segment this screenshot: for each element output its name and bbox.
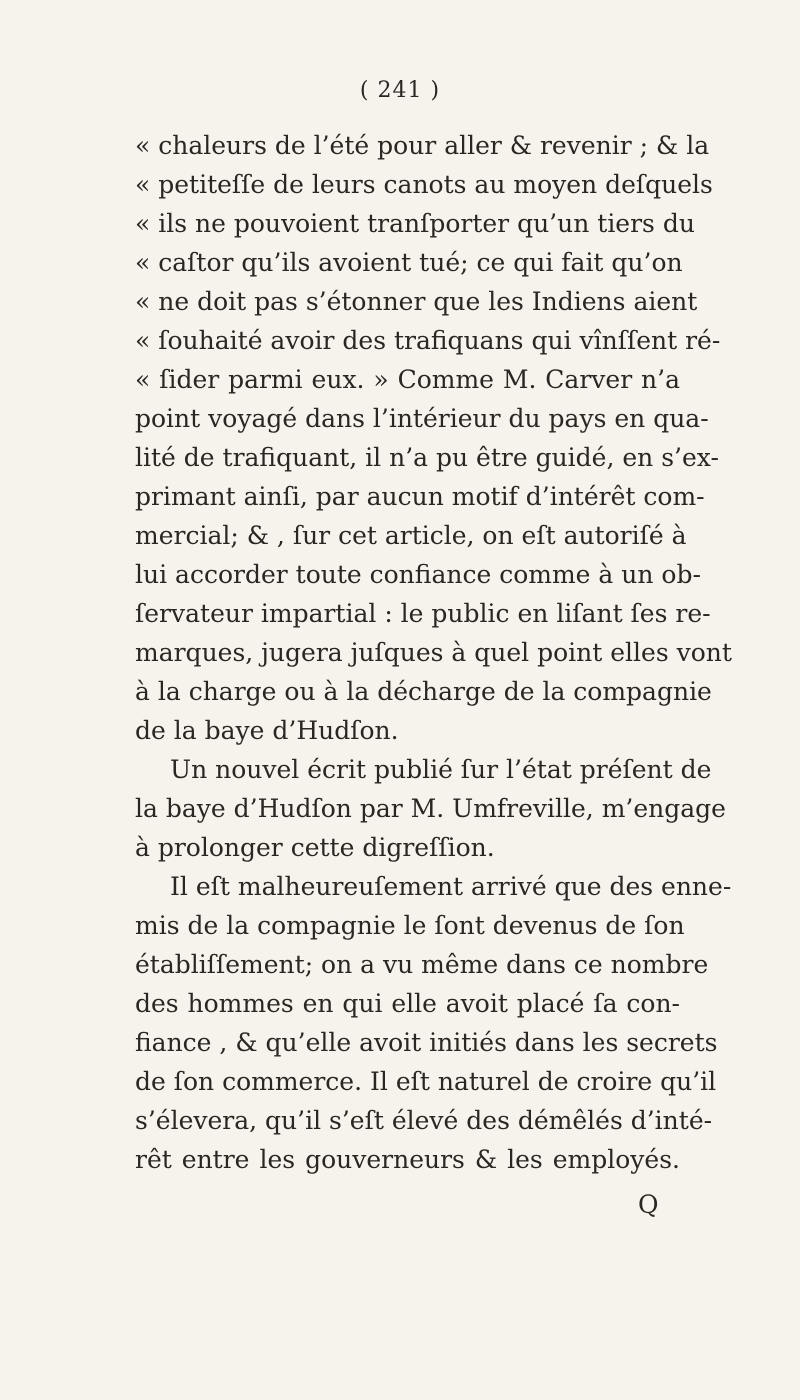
text-line: ſervateur impartial : le public en liſant ſes re- (135, 599, 711, 628)
text-line: mercial; & , ſur cet article, on eſt autoriſé à (135, 521, 687, 550)
text-line: primant ainſi, par aucun motif d’intérêt com- (135, 482, 705, 511)
text-line: s’élevera, qu’il s’eſt élevé des démêlés d’inté- (135, 1106, 713, 1135)
text-line: lité de trafiquant, il n’a pu être guidé, en s’ex- (135, 443, 719, 472)
text-line: « petiteſſe de leurs canots au moyen deſquels (135, 170, 713, 199)
text-line: « ſouhaité avoir des trafiquans qui vînſſent ré- (135, 326, 721, 355)
text-line: rêt entre les gouverneurs & les employés. (135, 1145, 680, 1174)
text-line: Il eſt malheureuſement arrivé que des enne- (170, 872, 732, 901)
text-line: des hommes en qui elle avoit placé ſa con- (135, 989, 680, 1018)
text-line: la baye d’Hudſon par M. Umfreville, m’engage (135, 794, 726, 823)
text-line: « ne doit pas s’étonner que les Indiens aient (135, 287, 698, 316)
text-line: « chaleurs de l’été pour aller & revenir ; & la (135, 131, 710, 160)
text-line: « ils ne pouvoient tranſporter qu’un tiers du (135, 209, 695, 238)
text-line: « ſider parmi eux. » Comme M. Carver n’a (135, 365, 680, 394)
text-line: point voyagé dans l’intérieur du pays en qua- (135, 404, 709, 433)
text-line: mis de la compagnie le ſont devenus de ſon (135, 911, 685, 940)
text-line: à la charge ou à la décharge de la compagnie (135, 677, 712, 706)
text-line: Un nouvel écrit publié ſur l’état préſent de (170, 755, 712, 784)
text-line: à prolonger cette digreſſion. (135, 833, 495, 862)
text-line: marques, jugera juſques à quel point elles vont (135, 638, 732, 667)
text-line: fiance , & qu’elle avoit initiés dans les secrets (135, 1028, 718, 1057)
text-line: de la baye d’Hudſon. (135, 716, 399, 745)
text-line: de ſon commerce. Il eſt naturel de croire qu’il (135, 1067, 717, 1096)
page-number-header: ( 241 ) (359, 78, 441, 103)
text-line: établiſſement; on a vu même dans ce nombre (135, 950, 709, 979)
signature-mark: Q (638, 1190, 659, 1219)
text-line: lui accorder toute confiance comme à un ob- (135, 560, 701, 589)
text-line: « caſtor qu’ils avoient tué; ce qui fait qu’on (135, 248, 683, 277)
